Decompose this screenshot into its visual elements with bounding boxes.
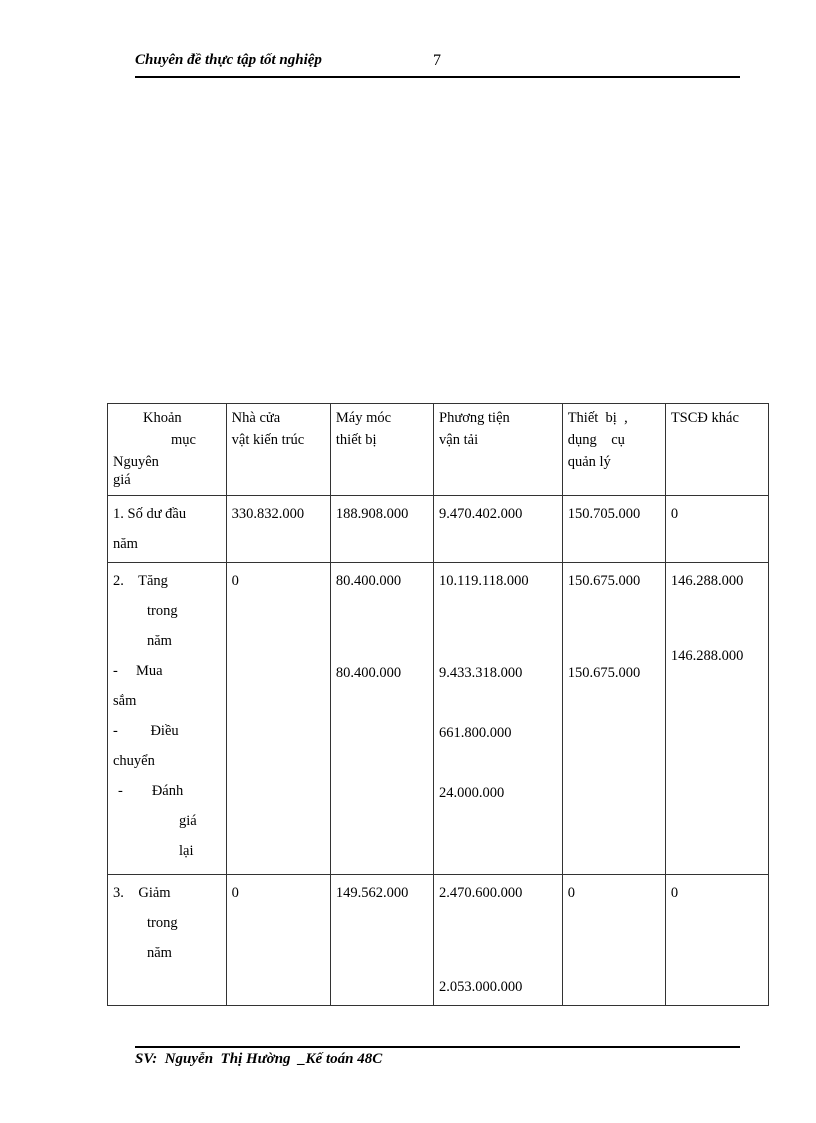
row2-sub3-line1: - Đánh <box>118 783 184 799</box>
table-row <box>108 875 769 1006</box>
row3-label-line2: trong <box>147 915 178 931</box>
row2-phuong-tien-total: 10.119.118.000 <box>439 573 529 589</box>
row3-thiet-bi: 0 <box>562 875 665 1006</box>
header-phuong-tien <box>434 404 563 496</box>
page-number: 7 <box>433 52 441 69</box>
header-khoan-muc-line4: giá <box>113 472 131 488</box>
table-row <box>108 563 769 875</box>
header-nha-cua <box>226 404 330 496</box>
row2-tscd-sub: 146.288.000 <box>670 648 744 664</box>
row2-nha-cua <box>226 563 330 875</box>
header-thiet-bi-line2: dụng cụ <box>567 432 625 448</box>
row2-tscd-total: 146.288.000 <box>670 573 744 589</box>
header-may-moc-line2: thiết bị <box>335 432 377 448</box>
header-tscd-line1: TSCĐ khác <box>670 410 739 426</box>
row1-label <box>108 496 227 563</box>
header-phuong-tien-line1: Phương tiện <box>439 410 510 426</box>
header-nha-cua-line1: Nhà cửa <box>231 410 281 426</box>
row2-thiet-bi-mua-sam: 150.675.000 <box>567 665 641 681</box>
row2-sub1-line1: - Mua <box>113 663 163 679</box>
row2-sub2-line1: - Điều <box>113 723 179 739</box>
header-thiet-bi <box>562 404 665 496</box>
row2-nha-cua-value: 0 <box>231 573 239 589</box>
page-header <box>135 52 740 78</box>
header-khoan-muc-line3: Nguyên <box>113 454 159 470</box>
row2-label <box>108 563 227 875</box>
header-thiet-bi-line3: quản lý <box>567 454 611 470</box>
header-tscd <box>665 404 768 496</box>
row3-phuong-tien-sub: 2.053.000.000 <box>439 979 523 995</box>
row2-tscd <box>665 563 768 875</box>
row2-label-line2: trong <box>147 603 178 619</box>
row1-may-moc: 188.908.000 <box>330 496 433 563</box>
footer-divider <box>135 1046 740 1048</box>
row2-may-moc-total: 80.400.000 <box>335 573 402 589</box>
row3-tscd: 0 <box>665 875 768 1006</box>
header-khoan-muc <box>108 404 227 496</box>
row2-sub3-line2: giá <box>179 813 197 829</box>
table-header-row <box>108 404 769 496</box>
row2-label-line1: 2. Tăng <box>113 573 168 589</box>
row2-thiet-bi <box>562 563 665 875</box>
row3-label-line1: 3. Giảm <box>113 885 171 901</box>
row2-phuong-tien-dieu-chuyen: 661.800.000 <box>439 725 512 741</box>
row1-label-line2: năm <box>113 536 138 552</box>
row1-tscd: 0 <box>665 496 768 563</box>
row2-sub3-line3: lại <box>179 843 194 859</box>
row2-phuong-tien-danh-gia: 24.000.000 <box>439 785 505 801</box>
row3-nha-cua: 0 <box>226 875 330 1006</box>
row2-may-moc <box>330 563 433 875</box>
row2-phuong-tien <box>434 563 563 875</box>
row2-sub1-line2: sắm <box>113 693 137 709</box>
row2-label-line3: năm <box>147 633 172 649</box>
row3-phuong-tien <box>434 875 563 1006</box>
header-khoan-muc-line1: Khoản <box>143 410 182 426</box>
header-may-moc-line1: Máy móc <box>335 410 392 426</box>
row2-sub2-line2: chuyển <box>113 753 155 769</box>
row3-label <box>108 875 227 1006</box>
row1-thiet-bi: 150.705.000 <box>562 496 665 563</box>
row3-may-moc: 149.562.000 <box>330 875 433 1006</box>
header-may-moc <box>330 404 433 496</box>
header-khoan-muc-line2: mục <box>171 432 196 448</box>
header-phuong-tien-line2: vận tải <box>439 432 479 448</box>
fixed-asset-table <box>107 403 769 1006</box>
row1-label-line1: 1. Số dư đầu <box>113 506 187 522</box>
row3-phuong-tien-total: 2.470.600.000 <box>439 885 523 901</box>
table-row <box>108 496 769 563</box>
row1-nha-cua: 330.832.000 <box>226 496 330 563</box>
row2-may-moc-mua-sam: 80.400.000 <box>335 665 402 681</box>
header-thiet-bi-line1: Thiết bị , <box>567 410 628 426</box>
header-title: Chuyên đề thực tập tốt nghiệp <box>135 52 322 68</box>
row1-phuong-tien: 9.470.402.000 <box>434 496 563 563</box>
footer-text: SV: Nguyễn Thị Hường _Kế toán 48C <box>135 1051 383 1067</box>
row3-label-line3: năm <box>147 945 172 961</box>
row2-thiet-bi-total: 150.675.000 <box>567 573 641 589</box>
row2-phuong-tien-mua-sam: 9.433.318.000 <box>439 665 523 681</box>
header-nha-cua-line2: vật kiến trúc <box>231 432 305 448</box>
